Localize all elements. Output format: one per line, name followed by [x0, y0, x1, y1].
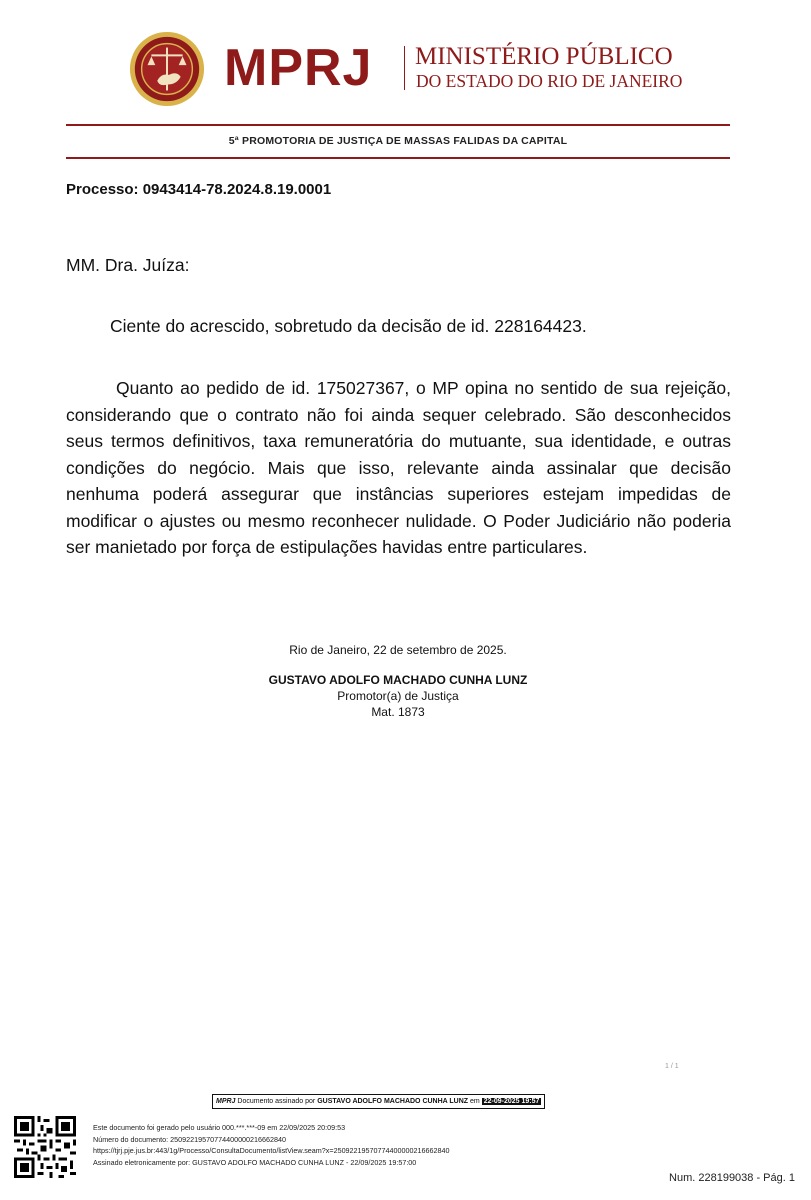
mprj-logo-text: MPRJ: [224, 39, 373, 97]
place-date: Rio de Janeiro, 22 de setembro de 2025.: [289, 643, 507, 657]
signature-block: [200, 642, 596, 720]
org-state: DO ESTADO DO RIO DE JANEIRO: [416, 71, 683, 91]
signed-info: Assinado eletronicamente por: GUSTAVO ADOLFO MACHADO CUNHA LUNZ - 22/09/2025 19:57:00: [93, 1157, 417, 1167]
document-url[interactable]: https://tjrj.pje.jus.br:443/1g/Processo/ConsultaDocumento/listView.seam?x=25092219570774400000216662840: [93, 1146, 450, 1155]
signer-name: GUSTAVO ADOLFO MACHADO CUNHA LUNZ: [268, 673, 528, 687]
process-number: Processo: 0943414-78.2024.8.19.0001: [66, 181, 332, 198]
signer-registration: Mat. 1873: [371, 705, 425, 719]
signer-role: Promotor(a) de Justiça: [337, 689, 459, 703]
stamp-signer: GUSTAVO ADOLFO MACHADO CUNHA LUNZ: [317, 1098, 469, 1105]
page-number: Num. 228199038 - Pág. 1: [669, 1172, 795, 1184]
stamp-datetime: 22-09-2025 19:57: [483, 1098, 540, 1105]
signature-stamp: [212, 1094, 545, 1109]
qr-code-icon[interactable]: [14, 1116, 76, 1178]
stamp-text-mid: em: [470, 1098, 480, 1105]
generated-info: Este documento foi gerado pelo usuário 000.***.***-09 em 22/09/2025 20:09:53: [93, 1123, 346, 1132]
header-rule-top: [66, 124, 730, 126]
header-rule-bottom: [66, 157, 730, 159]
org-name: MINISTÉRIO PÚBLICO: [415, 43, 673, 70]
stamp-brand: MPRJ: [216, 1098, 236, 1105]
paragraph-2: Quanto ao pedido de id. 175027367, o MP opina no sentido de sua rejeição, considerando que o contrato não foi ainda sequer celebrado. São desconhecidos seus termos definitivos, taxa remuneratória do mutuante, sua identidade, e outras condições do negócio. Mais que isso, relevante ainda assinalar que decisão nenhuma poderá assegurar que instâncias superiores estejam impedidas de modificar o ajustes ou mesmo reconhecer nulidade. O Poder Judiciário não poderia ser manietado por força de estipulações havidas entre particulares.: [66, 378, 731, 557]
logo-divider: [404, 46, 405, 90]
letterhead: [128, 28, 688, 108]
page-count: 1 / 1: [665, 1063, 679, 1070]
paragraph-1: Ciente do acrescido, sobretudo da decisão de id. 228164423.: [110, 316, 587, 336]
salutation: MM. Dra. Juíza:: [66, 255, 190, 275]
mprj-seal-icon: [128, 30, 206, 108]
document-metadata: [93, 1122, 450, 1168]
document-number: Número do documento: 25092219570774400000216662840: [93, 1134, 287, 1144]
unit-name: 5ª PROMOTORIA DE JUSTIÇA DE MASSAS FALIDAS DA CAPITAL: [228, 135, 568, 147]
stamp-text-before: Documento assinado por: [237, 1098, 316, 1105]
